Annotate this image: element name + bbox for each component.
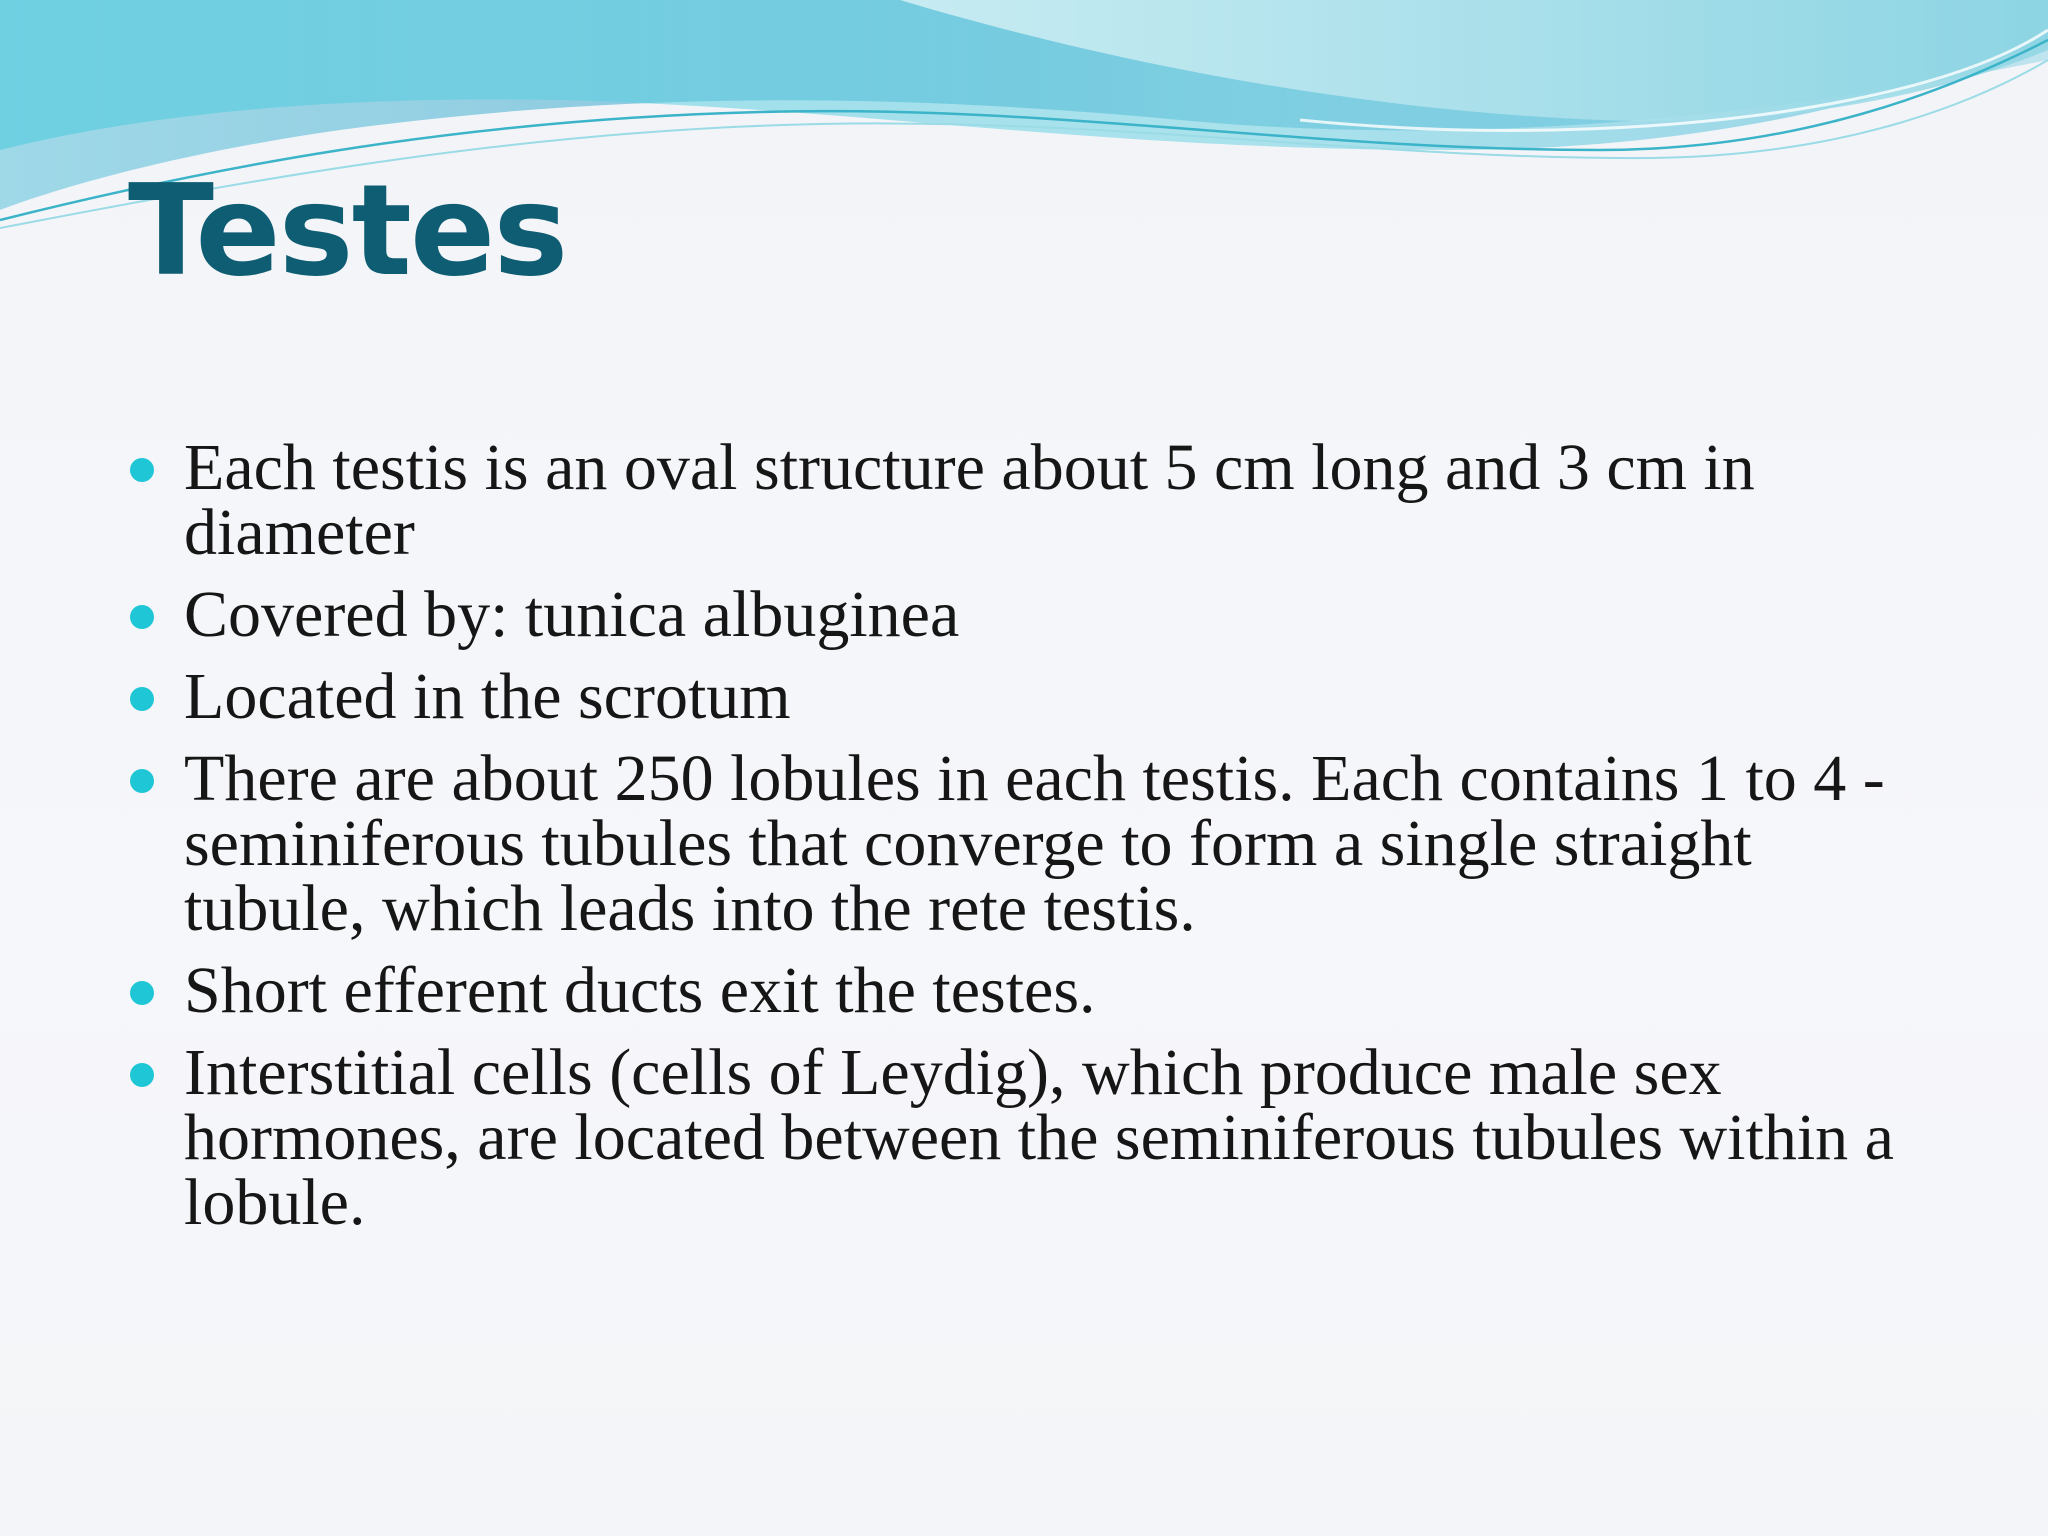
bullet-dot-icon <box>130 769 154 793</box>
bullet-item <box>128 578 1938 651</box>
bullet-dot-icon <box>130 605 154 629</box>
bullet-text: Located in the scrotum <box>184 660 791 733</box>
bullet-item <box>128 954 1938 1027</box>
bullet-item <box>128 742 1938 945</box>
bullet-item <box>128 1036 1938 1239</box>
bullet-dot-icon <box>130 1063 154 1087</box>
bullet-item <box>128 431 1938 569</box>
bullet-text: Covered by: tunica albuginea <box>184 578 960 651</box>
bullet-text: Short efferent ducts exit the testes. <box>184 954 1096 1027</box>
bullet-text: There are about 250 lobules in each testis. Each contains 1 to 4 -seminiferous tubules that converge to form a single straight tubule, which leads into the rete testis. <box>184 742 1885 945</box>
bullet-dot-icon <box>130 981 154 1005</box>
bullet-dot-icon <box>130 687 154 711</box>
bullet-item <box>128 660 1938 733</box>
bullet-text: Interstitial cells (cells of Leydig), which produce male sex hormones, are located between the seminiferous tubules within a lobule. <box>184 1036 1894 1239</box>
bullet-list <box>128 431 1938 1252</box>
slide-title: Testes <box>128 157 567 304</box>
bullet-text: Each testis is an oval structure about 5 cm long and 3 cm in diameter <box>184 431 1755 569</box>
bullet-dot-icon <box>130 458 154 482</box>
